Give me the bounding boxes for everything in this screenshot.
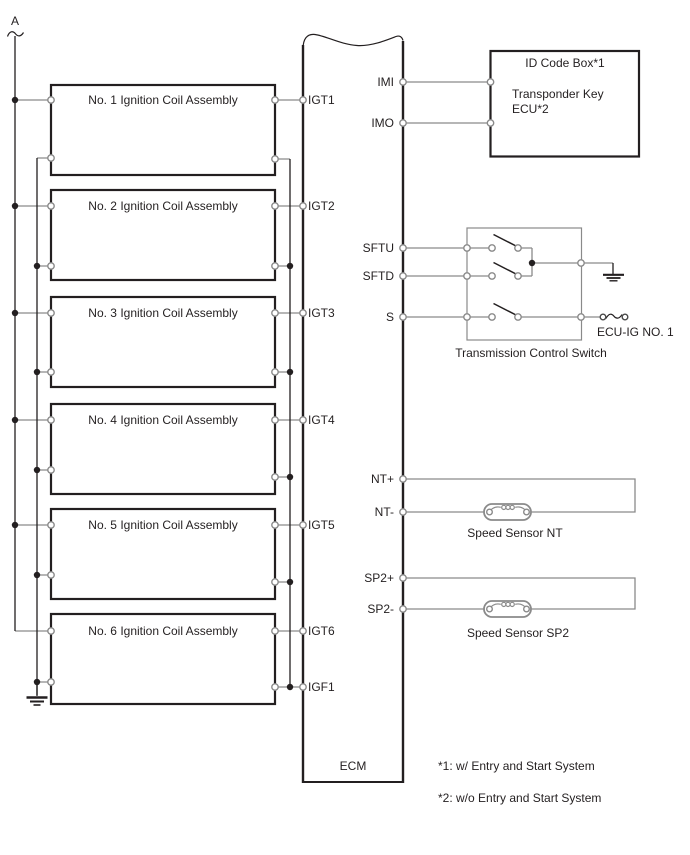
ecm-pin-label-sftd: SFTD [362, 269, 394, 283]
ground-icon-left [27, 682, 48, 705]
coil-box-label: No. 5 Ignition Coil Assembly [88, 518, 238, 532]
ecm-pin-label-nt-plus: NT+ [370, 472, 394, 486]
ecm-break-edge [303, 34, 403, 49]
ecm-pin-label-imo: IMO [371, 116, 394, 130]
igt-wires [275, 100, 303, 631]
ecm-outline [303, 34, 403, 783]
footnote-entry-start: *1: w/ Entry and Start System [438, 759, 595, 773]
ecm-label: ECM [339, 759, 367, 773]
ecm-pin-label-igt4: IGT4 [308, 413, 335, 427]
id-code-box-label: ID Code Box*1 [525, 56, 605, 70]
ecm-pin-label-igt6: IGT6 [308, 624, 335, 638]
connector-a-label: A [10, 14, 19, 28]
footnote-no-entry-start: *2: w/o Entry and Start System [438, 791, 602, 805]
imi-imo-wires [403, 82, 490, 123]
ecm-pin-label-imi: IMI [377, 75, 394, 89]
speed-sensor-sp2-label: Speed Sensor SP2 [466, 626, 570, 640]
sftu-switch-blade [494, 235, 519, 248]
ecm-pin-label-igt3: IGT3 [308, 306, 335, 320]
coil-box-label: No. 2 Ignition Coil Assembly [88, 199, 238, 213]
ecm-pin-label-igf1: IGF1 [308, 680, 335, 694]
ecm-pin-label-sp2-plus: SP2+ [364, 571, 394, 585]
ecm-pin-label-sftu: SFTU [362, 241, 394, 255]
speed-sensor-nt-label: Speed Sensor NT [467, 526, 563, 540]
ecm-pin-label-igt2: IGT2 [308, 199, 335, 213]
ground-icon-right [603, 263, 624, 281]
transmission-control-switch-label: Transmission Control Switch [455, 346, 607, 360]
transponder-key-label: Transponder Key [512, 87, 604, 101]
coil-box-label: No. 3 Ignition Coil Assembly [88, 306, 238, 320]
ecm-pin-label-s: S [385, 310, 394, 324]
sftd-switch-blade [494, 263, 519, 276]
transmission-control-switch-box [467, 228, 582, 340]
ecm-pin-label-sp2-minus: SP2- [367, 602, 394, 616]
ecm-pin-label-igt5: IGT5 [308, 518, 335, 532]
ecm-pin-label-nt-minus: NT- [374, 505, 394, 519]
transponder-ecu-label: ECU*2 [512, 102, 549, 116]
ecu-ig-power-label: ECU-IG NO. 1 [597, 325, 674, 339]
coil-box-label: No. 4 Ignition Coil Assembly [88, 413, 238, 427]
ecm-pin-label-igt1: IGT1 [308, 93, 335, 107]
coil-box-label: No. 6 Ignition Coil Assembly [88, 624, 238, 638]
tcs-internal-wires [518, 248, 581, 276]
coil-box-label: No. 1 Ignition Coil Assembly [88, 93, 238, 107]
connector-a-break-icon [8, 32, 24, 37]
s-switch-blade [494, 304, 519, 317]
coil-supply-stubs [15, 100, 51, 631]
ecu-ig-break-icon [606, 314, 622, 318]
